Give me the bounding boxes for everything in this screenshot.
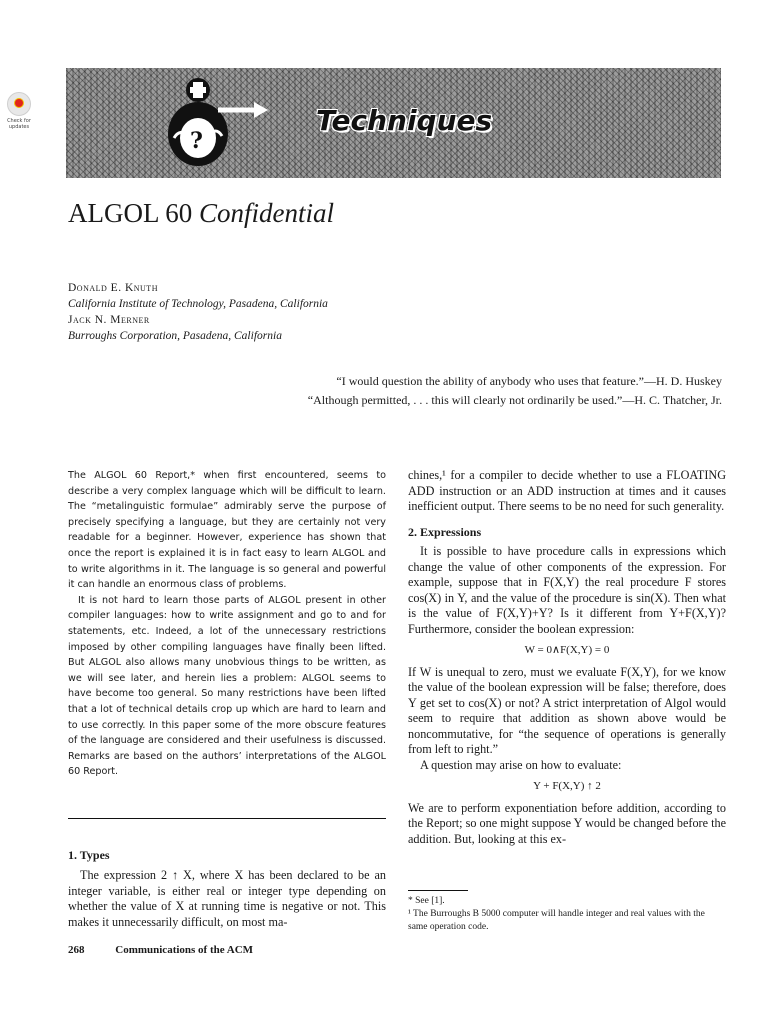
section-title: Techniques [316, 104, 493, 137]
section-body [68, 868, 386, 930]
epigraph: “Although permitted, . . . this will clearly not ordinarily be used.”—H. C. Thatcher, Jr. [307, 393, 722, 407]
formula: Y + F(X,Y) ↑ 2 [533, 780, 601, 792]
abstract-paragraph: The ALGOL 60 Report,* when first encountered, seems to describe a very complex language which will be difficult to learn. The “metalinguistic formulae” admirably serve the purpose of precisely specifying a language, but they are certainly not very readable for a beginner. However, experience has shown that once the report is explained it is in fact easy to learn ALGOL and to write algorithms in it. The language is so general and powerful it can handle an enormous class of problems. [68, 470, 386, 591]
abstract-divider [68, 818, 386, 819]
body-paragraph: A question may arise on how to evaluate: [420, 757, 622, 772]
title-main: ALGOL 60 [68, 198, 193, 228]
footnote-rule [408, 890, 468, 891]
thinking-head-icon [160, 76, 270, 172]
abstract [68, 468, 386, 780]
footnotes [408, 890, 726, 934]
footnote: ¹ The Burroughs B 5000 computer will handle integer and real values with the same operation code. [408, 909, 705, 932]
right-column [408, 468, 726, 847]
page-footer [68, 944, 253, 956]
badge-label: Check for updates [7, 118, 31, 130]
section-heading: 2. Expressions [408, 524, 482, 539]
body-paragraph: If W is unequal to zero, must we evaluate F(X,Y), for we know the value of the boolean expression will be false; therefore, does Y get set to cos(X) or not? A strict interpretation of Algol would seem to require that addition as shown above would be noncommutative, for “the sequence of operations is generally from left to right.” [408, 664, 726, 756]
crossmark-icon [7, 92, 31, 116]
page-number: 268 [68, 944, 85, 956]
body-paragraph: The expression 2 ↑ X, where X has been declared to be an integer variable, is either real or integer type depending on whether the value of X at running time is negative or not. This makes it unnecessarily difficult, on most ma- [68, 868, 386, 929]
journal-name: Communications of the ACM [115, 944, 254, 956]
author-name: Donald E. Knuth [68, 282, 158, 294]
check-for-updates-badge[interactable] [4, 92, 34, 130]
header-banner [66, 68, 721, 178]
body-paragraph: It is possible to have procedure calls in expressions which change the value of other components of the expression. For example, suppose that in F(X,Y) the real procedure F stores cos(X) in Y, and the value of the procedure is sin(X). Then what is the value of F(X,Y)+Y? Is it different from Y+F(X,Y)? Furthermore, consider the boolean expression: [408, 544, 726, 636]
abstract-paragraph: It is not hard to learn those parts of ALGOL present in other compiler languages: how to write assignment and go to and for statements, etc. Indeed, a lot of the unnecessary restrictions imposed by other compiling languages have finally been lifted. But ALGOL also allows many unobvious things to be written, as we will see later, and herein lies a problem: ALGOL seems to have become too general. So many restrictions have been lifted that a lot of technical details crop up which are hard to learn and to use correctly. In this paper some of the more obscure features of the language are considered and their usefulness is discussed. Remarks are based on the authors’ interpretations of the ALGOL 60 Report. [68, 594, 386, 778]
body-paragraph: We are to perform exponentiation before addition, according to the Report; so one might suppose Y would be changed before the addition. But, looking at this ex- [408, 800, 726, 846]
paper-title [68, 198, 334, 229]
author-name: Jack N. Merner [68, 314, 150, 326]
epigraph: “I would question the ability of anybody who uses that feature.”—H. D. Huskey [336, 374, 722, 388]
author-affiliation: Burroughs Corporation, Pasadena, California [68, 330, 282, 342]
formula: W = 0∧F(X,Y) = 0 [524, 644, 610, 656]
author-affiliation: California Institute of Technology, Pasadena, California [68, 298, 328, 310]
section-heading: 1. Types [68, 848, 110, 862]
body-paragraph: chines,¹ for a compiler to decide whether to use a FLOATING ADD instruction or an ADD instruction at times and it causes inefficient output. There seems to be no need for such generality. [408, 468, 726, 513]
footnote: * See [1]. [408, 896, 445, 906]
svg-text:?: ? [190, 128, 203, 154]
title-italic: Confidential [198, 198, 334, 228]
